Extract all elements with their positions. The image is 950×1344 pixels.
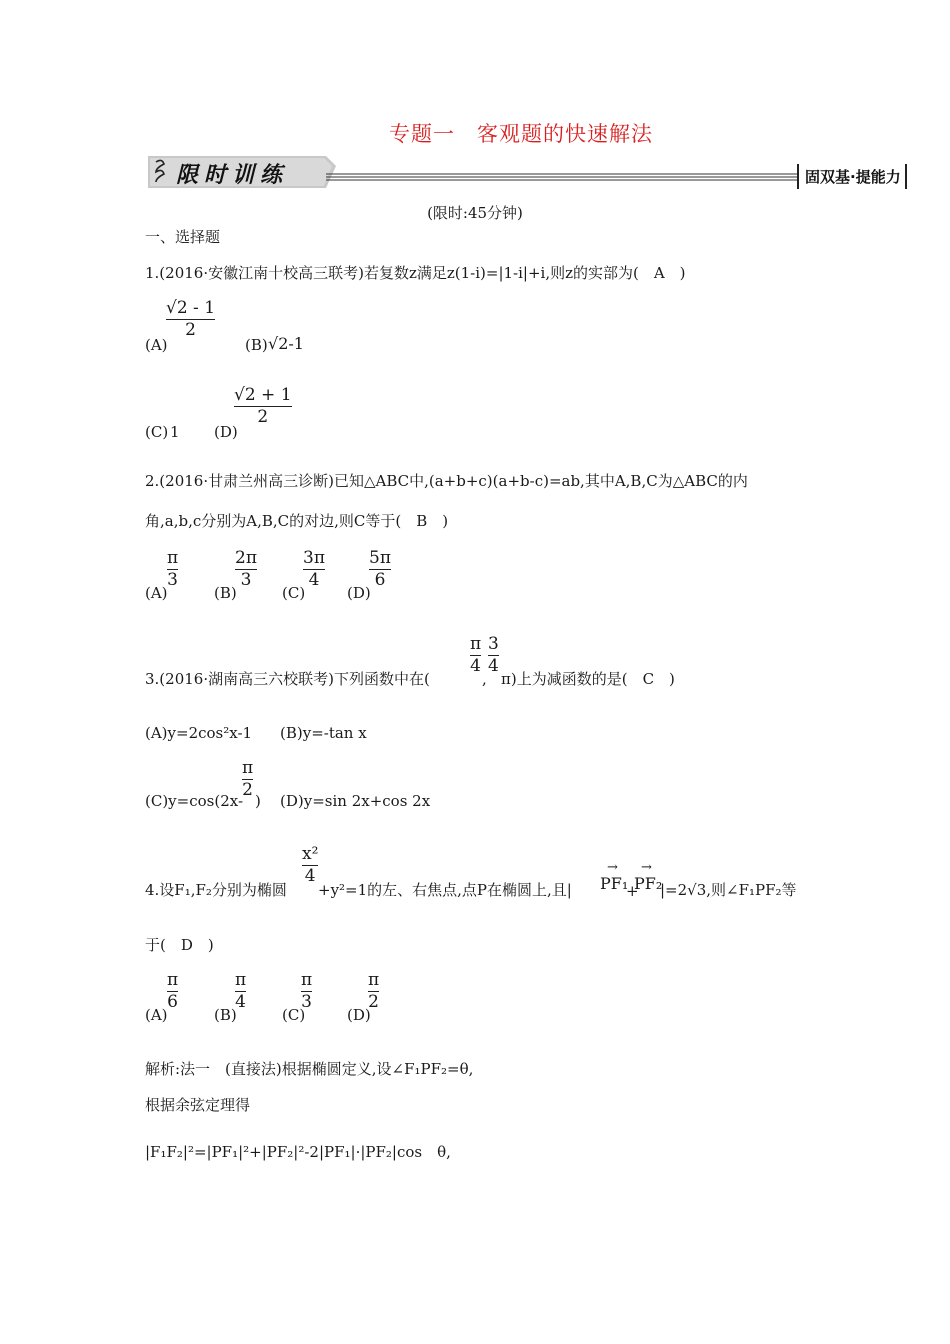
q3-stem-pre: 3.(2016·湖南高三六校联考)下列函数中在( (145, 670, 430, 688)
fraction-numerator: 3 (488, 634, 499, 654)
vector-arrow-icon: → (641, 860, 652, 875)
banner-right-label: 固双基·提能力 (797, 164, 907, 189)
fraction-denominator: 4 (488, 656, 499, 676)
q4-option-b-label: (B) (214, 1006, 237, 1024)
fraction-denominator: 2 (368, 992, 379, 1012)
fraction-denominator: 3 (240, 570, 252, 590)
solution-line1: 解析:法一 (直接法)根据椭圆定义,设∠F₁PF₂=θ, (145, 1060, 474, 1078)
fraction-numerator: √2 + 1 (234, 385, 292, 405)
banner-label: 限时训练 (176, 162, 289, 188)
q3-option-c-post: ) (255, 792, 261, 810)
solution-line2: 根据余弦定理得 (145, 1096, 251, 1114)
fraction-numerator: π (301, 970, 313, 990)
fraction-numerator: √2 - 1 (166, 298, 216, 318)
q4-option-a-fraction (167, 972, 178, 1011)
q1-option-b-text: √2-1 (268, 334, 304, 353)
q3-interval-comma: , (482, 670, 487, 688)
q2-option-c-fraction (303, 550, 325, 589)
fraction-denominator: 4 (235, 992, 246, 1012)
q3-option-d: (D)y=sin 2x+cos 2x (280, 792, 431, 810)
fraction-denominator: 2 (242, 780, 253, 800)
q3-interval-left-fraction (470, 636, 481, 675)
q1-option-d-fraction (234, 387, 292, 426)
q1-option-a-label: (A) (145, 336, 168, 354)
q2-option-a-label: (A) (145, 584, 168, 602)
fraction-numerator: 5π (369, 548, 391, 568)
fraction-numerator: π (167, 970, 179, 990)
q4-ellipse-fraction (302, 846, 318, 885)
q3-stem-post: π)上为减函数的是( C ) (501, 670, 675, 688)
q1-option-b-label: (B) (245, 336, 268, 354)
q4-stem-line2: 于( D ) (145, 936, 214, 954)
q2-option-a-fraction (167, 550, 178, 589)
fraction-denominator: 6 (374, 570, 386, 590)
fraction-denominator: 3 (167, 570, 178, 590)
fraction-numerator: π (368, 970, 380, 990)
page-title: 专题一 客观题的快速解法 (389, 122, 653, 146)
q4-option-c-fraction (301, 972, 312, 1011)
fraction-denominator: 2 (257, 407, 269, 427)
q4-vector-pf2: PF₂ (634, 874, 663, 893)
vector-arrow-icon: → (607, 860, 618, 875)
fraction-denominator: 2 (185, 320, 196, 340)
fraction-numerator: π (235, 970, 247, 990)
fraction-numerator: 3π (303, 548, 325, 568)
q4-option-a-label: (A) (145, 1006, 168, 1024)
q4-vector-pf1: PF₁ (600, 874, 629, 893)
time-limit: (限时:45分钟) (427, 204, 523, 222)
section-title: 一、选择题 (145, 228, 221, 246)
q4-option-c-label: (C) (282, 1006, 306, 1024)
q2-option-c-label: (C) (282, 584, 306, 602)
q2-option-d-label: (D) (347, 584, 371, 602)
q4-stem-post: |=2√3,则∠F₁PF₂等 (660, 881, 797, 899)
q1-option-a-fraction (166, 300, 215, 339)
fraction-numerator: π (167, 548, 179, 568)
q3-option-b: (B)y=-tan x (280, 724, 367, 742)
q4-stem-mid: +y²=1的左、右焦点,点P在椭圆上,且| (318, 881, 572, 899)
fraction-numerator: 2π (235, 548, 257, 568)
q1-option-c-label: (C) (145, 423, 169, 441)
fraction-denominator: 4 (470, 656, 481, 676)
q2-option-d-fraction (369, 550, 391, 589)
q3-option-c-pre: (C)y=cos(2x- (145, 792, 244, 810)
q2-stem-line2: 角,a,b,c分别为A,B,C的对边,则C等于( B ) (145, 512, 449, 530)
q3-interval-right-fraction (488, 636, 499, 675)
q3-option-a: (A)y=2cos²x-1 (145, 724, 253, 742)
fraction-denominator: 4 (308, 570, 320, 590)
q4-option-d-label: (D) (347, 1006, 371, 1024)
q2-stem-line1: 2.(2016·甘肃兰州高三诊断)已知△ABC中,(a+b+c)(a+b-c)=ab,其中A,B,C为△ABC的内 (145, 472, 748, 490)
q2-option-b-label: (B) (214, 584, 237, 602)
q4-stem-pre: 4.设F₁,F₂分别为椭圆 (145, 881, 287, 899)
q3-option-c-fraction (242, 760, 253, 799)
q1-option-d-label: (D) (214, 423, 238, 441)
fraction-numerator: π (470, 634, 482, 654)
fraction-denominator: 3 (301, 992, 312, 1012)
fraction-numerator: x² (302, 844, 319, 864)
q1-stem: 1.(2016·安徽江南十校高三联考)若复数z满足z(1-i)=|1-i|+i,则z的实部为( A ) (145, 264, 686, 282)
q2-option-b-fraction (235, 550, 257, 589)
q1-option-c-text: 1 (170, 423, 180, 441)
q4-option-b-fraction (235, 972, 246, 1011)
fraction-numerator: π (242, 758, 254, 778)
solution-line3: |F₁F₂|²=|PF₁|²+|PF₂|²-2|PF₁|·|PF₂|cos θ, (145, 1143, 451, 1161)
fraction-denominator: 6 (167, 992, 178, 1012)
q4-vector-plus: + (626, 882, 639, 900)
fraction-denominator: 4 (304, 866, 316, 886)
q4-option-d-fraction (368, 972, 379, 1011)
